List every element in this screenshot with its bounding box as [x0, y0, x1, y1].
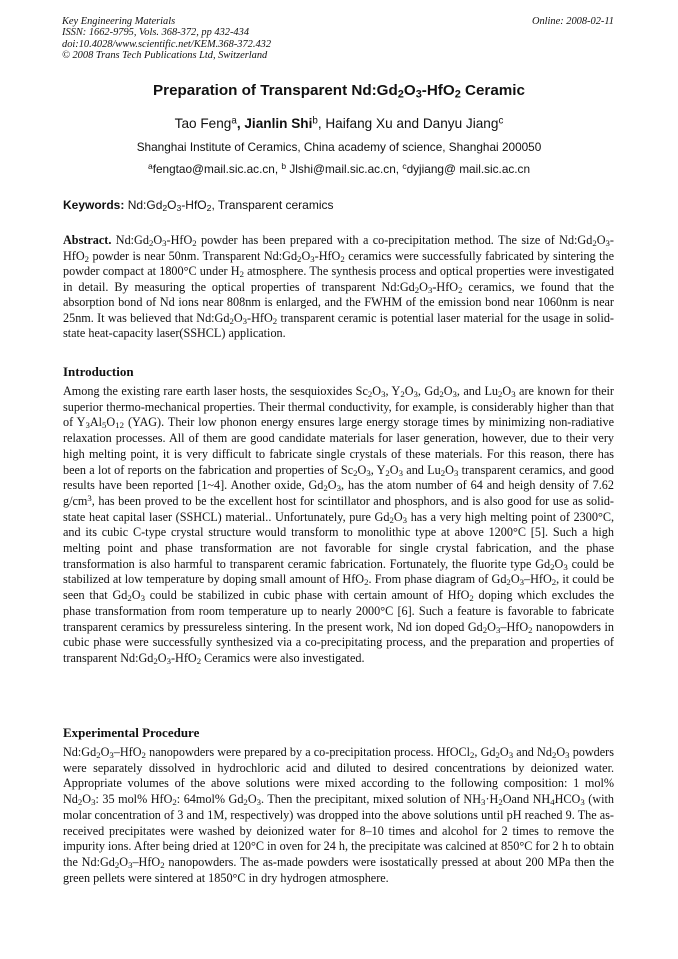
author-emails: $^a$fengtao@mail.sic.ac.cn, $^b$ Jlshi@mail.sic.ac.cn, $^c$dyjiang@ mail.sic.ac.cn: [147, 161, 531, 176]
paper-title: Preparation of Transparent $Nd:Gd_2O_3-HfO_2$ Ceramic: [153, 82, 525, 101]
online-date: Online: 2008-02-11: [531, 16, 614, 27]
experimental-heading: Experimental Procedure: [63, 725, 200, 740]
copyright-line: © 2008 Trans Tech Publications Ltd, Switzerland: [62, 50, 268, 62]
journal-header: [62, 16, 271, 62]
abstract-label: Abstract.: [63, 233, 112, 247]
experimental-text: $Nd:Gd_2O_3-HfO_2$ nanopowders were prepared by a co-precipitation process. HfOCl$_2$, $Gd_2O_3$ and $Nd_2O_3$ powders were separately dissolved in hydrochloric acid and diluted to desired concentrations by deionized water. Appropriate volumes of the above solutions were mixed according to the following composition: 1 mol% $Nd_2O_3$: 35 mol% HfO$_2$: 64mol% $Gd_2O_3$. Then the precipitant, mixed solution of $NH_3\cdot H_2Oand$ $NH_4HCO_3$ (with molar concentration of 3 and 1M, respectively) was dropped into the above solutions until pH reached 9. The as-received precipitates were washed by deionized water for 8–10 times and alcohol for 2 times to remove the impurity ions. After being dried at 120°C in oven for 24 h, the precipitate was calcined at 850°C for 2 h to obtain the $Nd:Gd_2O_3-HfO_2$ nanopowders. The as-made powders were isostatically pressed at about 200 MPa then the green pellets were sintered at 1850°C in dry hydrogen atmosphere.: [63, 745, 614, 885]
affiliation: Shanghai Institute of Ceramics, China academy of science, Shanghai 200050: [136, 140, 542, 154]
author-list: Tao Feng$^a$, Jianlin Shi$^b$, Haifang Xu and Danyu Jiang$^c$: [174, 115, 504, 131]
issn-line: ISSN: 1662-9795, Vols. 368-372, pp 432-434: [62, 27, 250, 39]
introduction-text: Among the existing rare earth laser hosts, the sesquioxides $Sc_2O_3$, $Y_2O_3$, $Gd_2O_3$, and $Lu_2O_3$ are known for their superior thermo-mechanical properties. Their thermal conductivity, for example, is considerably higher than that of $Y_3Al_5O_{12}$ (YAG). Their low phonon energy ensures large energy storage times by minimizing non-radiative relaxation processes. All of them are good candidate materials for laser generation, however, due to their very high melting point, it is very difficult to fabricate single crystals of these materials. For this reason, there has been a lot of reports on the fabrication and properties of $Sc_2O_3$, $Y_2O_3$ and $Lu_2O_3$ transparent ceramics, and good results have been reported [1~4]. Another oxide, $Gd_2O_3$, has the atom number of 64 and heigh density of 7.62 $g/cm^3$, has been proved to be the excellent host for scintillator and phosphors, and is also good for use as solid-state heat capital laser (SSHCL) material.. Unfortunately, pure $Gd_2O_3$ has a very high melting point of 2300°C, and its cubic C-type crystal structure would transform to monolithic type at above 1200°C [5]. Such a high melting point and phase transformation are not favorable for single crystal fabrication, and the phase transformation is also harmful to transparent ceramic fabrication. Fortunately, the fluorite type $Gd_2O_3$ could be stabilized at low temperature by doping small amount of HfO$_2$. From phase diagram of $Gd_2O_3-HfO_2$, it could be seen that $Gd_2O_3$ could be stabilized in cubic phase with certain amount of HfO$_2$ doping which excludes the phase transformation from room temperature up to nearly 2000°C [6]. Such a feature is favorable to fabricate transparent ceramics by pressureless sintering. In the present work, Nd ion doped $Gd_2O_3-HfO_2$ nanopowders in cubic phase were successfully synthesized via a co-precipitating process, and the preparation and properties of transparent $Nd:Gd_2O_3-HfO_2$ Ceramics were also investigated.: [63, 384, 615, 667]
abstract: Abstract. $Nd:Gd_2O_3-HfO_2$ powder has been prepared with a co-precipitation method. The size of $Nd:Gd_2O_3-HfO_2$ powder is near 50nm. Transparent $Nd:Gd_2O_3-HfO_2$ ceramics were successfully fabricated by sintering the powder compact at 1800°C under $H_2$ atmosphere. The synthesis process and optical properties were investigated in detail. By measuring the optical properties of transparent $Nd:Gd_2O_3-HfO_2$ ceramics, we found that the absorption bond of Nd ions near 808nm is enlarged, and the FWHM of the emission bond near 1060nm is near 25nm. It was believed that $Nd:Gd_2O_3-HfO_2$ transparent ceramic is potential laser material for the usage in solid-state heat-capacity laser(SSHCL) application.: [63, 233, 615, 340]
journal-name: Key Engineering Materials: [62, 16, 176, 27]
doi-line: doi:10.4028/www.scientific.net/KEM.368-372.432: [62, 38, 272, 50]
introduction-heading: Introduction: [63, 364, 134, 379]
keywords-label: Keywords:: [63, 198, 125, 212]
keywords: Keywords: $Nd:Gd_2O_3-HfO_2$, Transparent ceramics: [63, 198, 334, 214]
